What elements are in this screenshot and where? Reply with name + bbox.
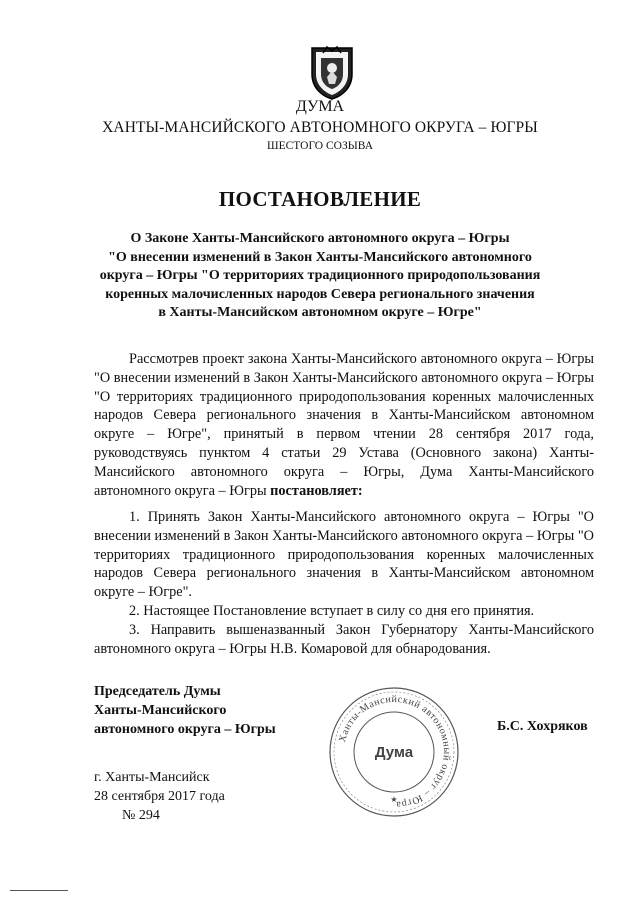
signatory-position-line: Ханты-Мансийского bbox=[94, 703, 227, 718]
coat-of-arms-icon bbox=[309, 44, 355, 100]
stamp-center-text: Дума bbox=[374, 744, 414, 761]
official-stamp bbox=[326, 684, 462, 820]
duma-heading: ДУМА bbox=[295, 98, 345, 115]
place-date-number bbox=[94, 768, 225, 825]
subject-line: в Ханты-Мансийском автономном округе – Югре" bbox=[158, 305, 482, 321]
footer-divider bbox=[10, 890, 68, 891]
resolution-items bbox=[94, 508, 594, 658]
okrug-heading: ХАНТЫ-МАНСИЙСКОГО АВТОНОМНОГО ОКРУГА – ЮГРЫ bbox=[102, 119, 538, 136]
stamp-star-icon: ★ bbox=[390, 795, 398, 804]
signatory-position bbox=[94, 682, 276, 739]
resolution-item-2: 2. Настоящее Постановление вступает в силу со дня его принятия. bbox=[129, 602, 535, 619]
place-city: г. Ханты-Мансийск bbox=[94, 770, 210, 785]
subject-line: коренных малочисленных народов Севера регионального значения bbox=[105, 286, 535, 302]
document-subject bbox=[0, 230, 640, 323]
resolution-item-1: 1. Принять Закон Ханты-Мансийского автономного округа – Югры "О внесении изменений в Закон Ханты-Мансийского автономного округа – Югры "О территориях традиционного природопользования коренных малочисленных народов Севера регионального значения в Ханты-Мансийском автономном округе – Югре". bbox=[94, 509, 594, 601]
preamble-text: Рассмотрев проект закона Ханты-Мансийского автономного округа – Югры "О внесении изменений в Закон Ханты-Мансийского автономного округа – Югры "О территориях традиционного природопользования коренных малочисленных народов Севера регионального значения в Ханты-Мансийском автономном округе – Югре", принятый в первом чтении 28 сентября 2017 года, руководствуясь пунктом 4 статьи 29 Устава (Основного закона) Ханты-Мансийского автономного округа – Югры, Дума Ханты-Мансийского автономного округа – Югры bbox=[94, 351, 594, 499]
subject-line: округа – Югры "О территориях традиционного природопользования bbox=[99, 268, 541, 284]
subject-line: О Законе Ханты-Мансийского автономного округа – Югры bbox=[130, 231, 510, 246]
preamble-paragraph bbox=[94, 350, 594, 500]
preamble-block bbox=[94, 350, 594, 500]
signatory-position-line: автономного округа – Югры bbox=[94, 722, 276, 737]
subject-line: "О внесении изменений в Закон Ханты-Мансийского автономного bbox=[108, 249, 532, 265]
stamp-ring-text: Ханты-Мансийский автономный округ – Югра bbox=[337, 693, 453, 811]
convocation-heading: ШЕСТОГО СОЗЫВА bbox=[266, 140, 374, 152]
document-number: № 294 bbox=[122, 808, 160, 823]
signatory-name: Б.С. Хохряков bbox=[497, 719, 588, 734]
resolves-word: постановляет: bbox=[270, 482, 363, 499]
document-date: 28 сентября 2017 года bbox=[94, 789, 225, 804]
document-title: ПОСТАНОВЛЕНИЕ bbox=[218, 187, 422, 211]
resolution-item-3: 3. Направить вышеназванный Закон Губернатору Ханты-Мансийского автономного округа – Югры Н.В. Комаровой для обнародования. bbox=[94, 621, 594, 657]
signatory-position-line: Председатель Думы bbox=[94, 684, 221, 699]
